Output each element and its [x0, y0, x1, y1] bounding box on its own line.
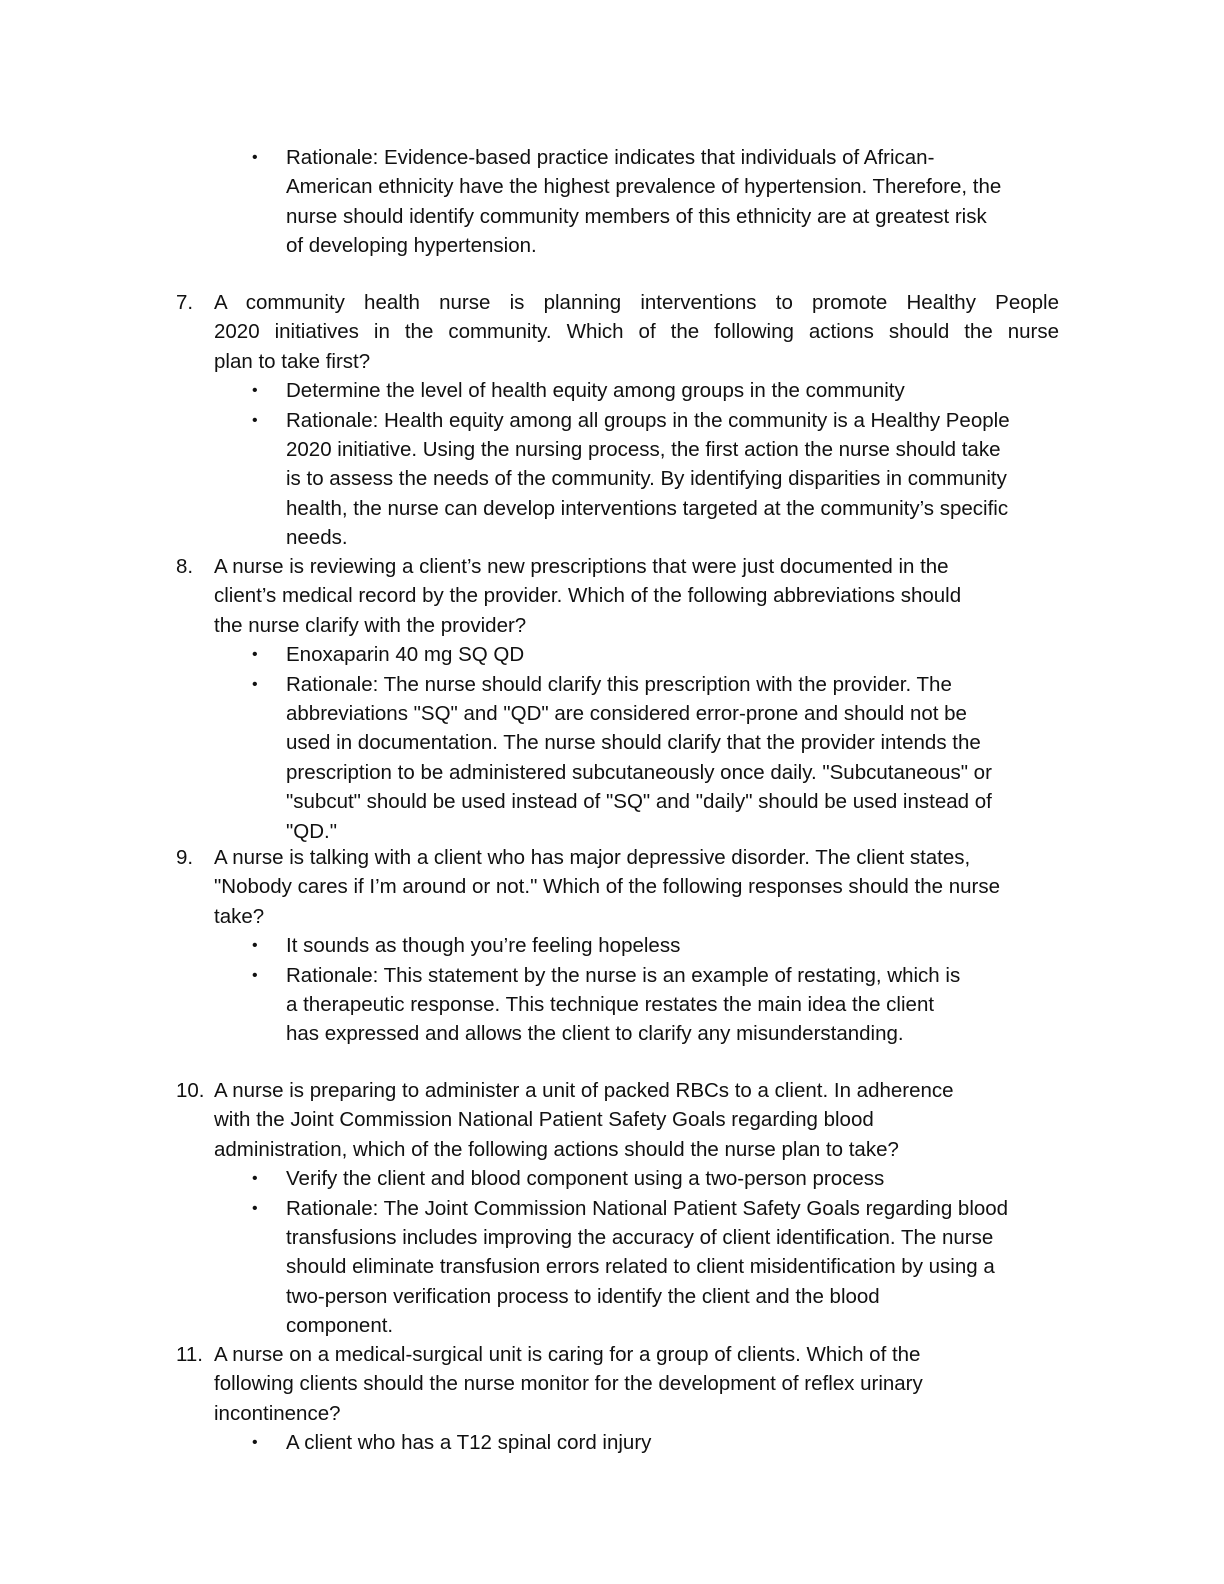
- question-stem-line: A nurse is reviewing a client’s new prescriptions that were just documented in the: [214, 555, 949, 578]
- question-number: 9.: [176, 846, 194, 869]
- bullet: •: [252, 1434, 258, 1452]
- bullet: •: [252, 646, 258, 664]
- answer-line: Verify the client and blood component using a two-person process: [286, 1167, 885, 1191]
- question-stem-line: A nurse is talking with a client who has major depressive disorder. The client states,: [214, 846, 971, 869]
- rationale-line: needs.: [286, 526, 348, 550]
- question-number: 10.: [176, 1079, 205, 1102]
- bullet: •: [252, 411, 258, 429]
- question-8: [0, 552, 1224, 846]
- rationale-line: health, the nurse can develop interventions targeted at the community’s specific: [286, 496, 1009, 520]
- rationale-line: two-person verification process to identify the client and the blood: [286, 1284, 880, 1308]
- rationale-line: Rationale: The Joint Commission National Patient Safety Goals regarding blood: [286, 1196, 1009, 1220]
- question-stem-line: A nurse on a medical-surgical unit is caring for a group of clients. Which of the: [214, 1343, 921, 1366]
- rationale-line: nurse should identify community members of this ethnicity are at greatest risk: [286, 204, 987, 228]
- question-11: [0, 1340, 1224, 1458]
- rationale-line: 2020 initiative. Using the nursing process, the first action the nurse should take: [286, 437, 1001, 461]
- rationale-line: Rationale: This statement by the nurse is an example of restating, which is: [286, 963, 961, 987]
- question-9: [0, 843, 1224, 1049]
- rationale-line: Rationale: The nurse should clarify this prescription with the provider. The: [286, 672, 952, 696]
- question-stem-line: A nurse is preparing to administer a unit of packed RBCs to a client. In adherence: [214, 1079, 954, 1102]
- question-stem-line: take?: [214, 904, 265, 928]
- rationale-line: component.: [286, 1314, 394, 1338]
- question-10: [0, 1076, 1224, 1341]
- question-stem-line: client’s medical record by the provider. Which of the following abbreviations should: [214, 584, 962, 608]
- rationale-line: prescription to be administered subcutaneously once daily. "Subcutaneous" or: [286, 760, 992, 784]
- question-number: 7.: [176, 291, 194, 314]
- rationale-line: is to assess the needs of the community. By identifying disparities in community: [286, 467, 1007, 491]
- rationale-line: American ethnicity have the highest prevalence of hypertension. Therefore, the: [286, 175, 1002, 199]
- question-stem-line: incontinence?: [214, 1401, 341, 1425]
- rationale-line: has expressed and allows the client to clarify any misunderstanding.: [286, 1022, 904, 1046]
- question-stem-line: administration, which of the following actions should the nurse plan to take?: [214, 1137, 899, 1161]
- question-stem-line: the nurse clarify with the provider?: [214, 613, 527, 637]
- question-7: [0, 288, 1224, 553]
- question-number: 11.: [176, 1343, 203, 1366]
- question-stem-line: following clients should the nurse monitor for the development of reflex urinary: [214, 1372, 923, 1396]
- question-stem-line: with the Joint Commission National Patient Safety Goals regarding blood: [214, 1108, 874, 1132]
- rationale-line: abbreviations "SQ" and "QD" are considered error-prone and should not be: [286, 701, 967, 725]
- answer-line: It sounds as though you’re feeling hopeless: [286, 934, 681, 958]
- answer-line: Determine the level of health equity among groups in the community: [286, 379, 905, 403]
- question-stem-line: "Nobody cares if I’m around or not." Which of the following responses should the nurse: [214, 875, 1000, 899]
- rationale-line: a therapeutic response. This technique restates the main idea the client: [286, 992, 935, 1016]
- bullet: •: [252, 1199, 258, 1217]
- rationale-line: Rationale: Health equity among all groups in the community is a Healthy People: [286, 408, 1010, 432]
- carryover-rationale: [0, 143, 1224, 261]
- bullet: •: [252, 1170, 258, 1188]
- rationale-line: Rationale: Evidence-based practice indicates that individuals of African-: [286, 146, 935, 169]
- answer-line: Enoxaparin 40 mg SQ QD: [286, 643, 525, 667]
- rationale-line: should eliminate transfusion errors related to client misidentification by using a: [286, 1255, 995, 1279]
- answer-line: A client who has a T12 spinal cord injury: [286, 1431, 652, 1455]
- rationale-line: transfusions includes improving the accuracy of client identification. The nurse: [286, 1225, 994, 1249]
- question-stem-line: plan to take first?: [214, 349, 371, 373]
- rationale-line: "QD.": [286, 819, 337, 843]
- bullet: •: [252, 382, 258, 400]
- rationale-line: used in documentation. The nurse should clarify that the provider intends the: [286, 731, 981, 755]
- bullet: •: [252, 937, 258, 955]
- bullet: •: [252, 675, 258, 693]
- bullet: •: [252, 966, 258, 984]
- bullet: •: [252, 149, 258, 166]
- question-stem-line: A community health nurse is planning interventions to promote Healthy People: [214, 291, 1059, 314]
- rationale-line: "subcut" should be used instead of "SQ" and "daily" should be used instead of: [286, 790, 992, 814]
- question-number: 8.: [176, 555, 194, 578]
- rationale-line: of developing hypertension.: [286, 234, 537, 258]
- question-stem-line: 2020 initiatives in the community. Which of the following actions should the nurse: [214, 320, 1059, 344]
